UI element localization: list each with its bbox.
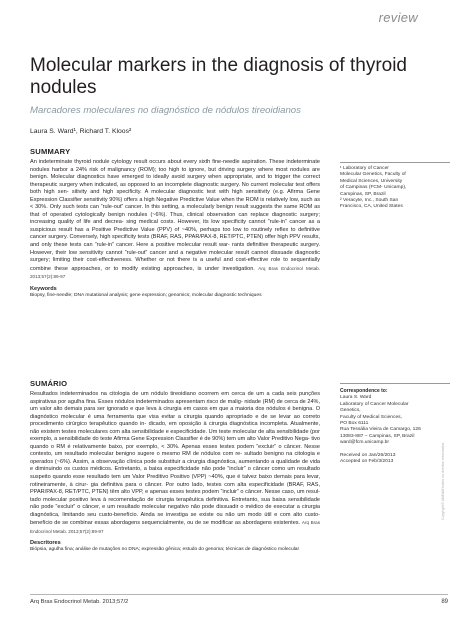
- body-line: com alta sensibilidade e especificidade. Um teste molecular de alta sensibilidade (por exemplo, a: [30, 428, 320, 443]
- body-line: has a Positive Predictive Value (PPV) of ~40%, perhaps too low to routinely reflex to definitive: [74, 226, 320, 233]
- body-line: sensibilidade do teste Afirma Gene Expression Classifier é de 90%) tem um alto Valor Preditivo Nega-: [58, 436, 310, 443]
- affiliation-line: of Campinas (FCM- Unicamp),: [340, 185, 407, 191]
- body-line: um Valor Preditivo Positivo (VPP) ~40%, que é talvez baixo demais para levar, rotineiramente, à cirur-: [30, 474, 320, 488]
- section-tag: review: [378, 10, 418, 25]
- affiliation-line: ¹ Laboratory of Cancer: [340, 166, 389, 171]
- keywords-heading: Keywords: [30, 285, 57, 292]
- body-line: Resultados indeterminados na citologia de um nódulo tireoidiano ocorrem em cerca de um a cada: [30, 391, 285, 397]
- body-line: sultado benigno na citologia e operados (~6%). Assim, a observação clínica pode substituir a cirurgia: [30, 451, 321, 465]
- article-subtitle: Marcadores moleculares no diagnóstico de nódulos tireoidianos: [30, 105, 301, 116]
- sumario-heading: SUMÁRIO: [30, 379, 68, 388]
- keywords-text: Biopsy, fine-needle; DNA mutational analysis; gene expression; genomics; molecular diagnostic techniques: [30, 292, 262, 298]
- body-line: high PPV results, and only these tests can “rule-in” cancer. Here a positive molecular result war-: [30, 234, 320, 249]
- body-line: tado molecular positivo leva à recomendação de cirurgia terapêutica definitiva. Entretanto, sua baixa: [30, 496, 286, 503]
- correspondence-email-link[interactable]: ward@fcm.unicamp.br: [340, 440, 389, 446]
- correspondence-line: PO Box 6111: [340, 421, 369, 427]
- body-line: o câncer. Nesse contexto, um resultado molecular benigno sugere o mesmo RM de nódulos com re-: [30, 443, 320, 458]
- summary-heading: SUMMARY: [30, 147, 71, 156]
- body-line: An indeterminate thyroid nodule cytology result occurs about every sixth fine-needle aspiration.: [30, 159, 268, 165]
- page-number: 89: [441, 599, 448, 605]
- correspondence: [340, 388, 450, 465]
- correspondence-line: Rua Tessália Vieira de Camargo, 126: [340, 427, 421, 433]
- affiliations: [340, 166, 450, 211]
- authors: Laura S. Ward¹, Richard T. Kloos²: [30, 128, 132, 135]
- correspondence-line: Laboratory of Cancer Molecular: [340, 401, 409, 407]
- body-line: ou de se modificar as abordagens existentes.: [187, 520, 301, 527]
- body-line: These indeterminate nodules harbor a 24% risk of malignancy (ROM); too high to ignore, but: [30, 159, 320, 173]
- body-line: gia definitiva para o câncer. Por outro lado, testes com alta especificidade (BRAF, RAS, PPAR/PAX-8,: [30, 481, 320, 496]
- body-line: Expression Classifier sensitivity 90%) offers a high Negative Predictive Value when the ROM is: [30, 196, 265, 203]
- descritores-text: Biópsia, agulha fina; análise de mutações no DNA; expressão gênica; estudo do genoma; técnicas de diagnóstico molecular: [30, 547, 300, 553]
- body-line: a negative molecular result cannot dissuade diagnostic surgery; limiting their cost-effectiveness.: [30, 249, 320, 264]
- title-block: [30, 55, 410, 116]
- citation: Arq Bras Endocrinol Metab. 2013;57(2):89-97: [30, 265, 320, 280]
- correspondence-heading: Correspondence to:: [340, 388, 388, 394]
- body-line: diagnóstica, aumentando a qualidade de vida e diminuindo os custos médicos. Entretanto, a baixa: [30, 458, 321, 473]
- affiliation-line: ² Veracyte, Inc., South San: [340, 198, 399, 204]
- affiliation-line: Molecular Genetics, Faculty of: [340, 172, 406, 178]
- body-line: cancer surgery. Conversely, high specificity tests (BRAF, RAS, PPAR/PAX-8, RET/PTC, PTEN) offer: [30, 234, 276, 241]
- body-line: Whether or not there is a useful and cost-effective role to sequentially combine these approaches,: [30, 257, 321, 272]
- correspondence-line: Laura S. Ward: [340, 395, 372, 401]
- body-line: driving surgery where most nodules are benign. Molecular diagnostics have emerged to ideally: [30, 166, 320, 181]
- citation: Arq Bras Endocrinol Metab. 2013;57(2):89-97: [30, 520, 321, 534]
- body-line: rants definitive therapeutic surgery. However, their low sensitivity cannot “rule-out” cancer and: [30, 242, 320, 256]
- body-line: cirurgia quando apropriado e de se levar ao correto procedimento cirúrgico terapêutico quando in-: [30, 413, 320, 428]
- body-line: sing medical costs. However, its low specificity cannot “rule-in” cancer as a suspicious result: [30, 219, 320, 233]
- body-line: as opposed to an incomplete diagnostic surgery. No current molecular test offers both high sen-: [30, 181, 320, 196]
- body-line: or to modify existing approaches, is under investigation.: [105, 265, 255, 272]
- accepted-date: Accepted on Feb/3/2013: [340, 459, 394, 465]
- descritores-heading: Descritores: [30, 540, 61, 547]
- body-line: dicado, em oposição à cirurgia diagnóstica incompleta. Atualmente, não existem testes moleculares: [30, 421, 321, 435]
- affiliation-line: Francisco, CA, United States: [340, 204, 403, 210]
- sumario-body: [30, 391, 320, 536]
- footer-divider: [30, 594, 448, 595]
- copyright-notice: Copyright© ABE&M todos os direitos reservados.: [441, 441, 445, 520]
- body-line: relatively low, such as < 30%. Only such tests can “rule-out” cancer. In this setting, a molecularly: [30, 196, 321, 211]
- body-line: sitivity and high specificity. A molecular diagnostic test with high sensitivity (e.g. Afirma Gene: [71, 189, 321, 196]
- affiliation-line: Medical Sciences, University: [340, 178, 403, 184]
- body-line: nidade (RM) de cerca de 24%, um valor alto demais para ser ignorado e que leva à cirurgia em casos: [30, 398, 321, 413]
- body-line: Thus, clinical observation can replace diagnostic surgery; increasing quality of life and decrea-: [30, 211, 320, 226]
- body-line: tivo quando o RM é relativamente baixo, por exemplo, < 30%. Apenas esses testes podem “excluir”: [30, 436, 320, 450]
- correspondence-line: Genetics,: [340, 408, 361, 414]
- body-line: sensibilidade não pode “excluir” o câncer, e um resultado molecular negativo não pode dissuadir o: [30, 496, 321, 511]
- body-line: ou não um modo útil e com alto custo-benefício de se combinar essas abordagens sequencialmente,: [30, 511, 320, 527]
- article-title: Molecular markers in the diagnosis of thyroid nodules: [30, 55, 408, 98]
- body-line: médico de executar a cirurgia diagnóstica, limitando seu custo-benefício. Ainda se investiga se existe: [30, 504, 321, 518]
- sidebar-divider: [340, 162, 450, 163]
- correspondence-line: Faculty of Medical Sciences,: [340, 414, 402, 420]
- correspondence-line: 13083-887 – Campinas, SP, Brazil: [340, 433, 415, 439]
- summary-body: [30, 159, 320, 282]
- body-line: especificidade não pode “incluir” o câncer como um resultado suspeito quando esse resultado tem: [30, 466, 320, 481]
- sidebar-divider: [340, 383, 450, 384]
- body-line: em que a maioria dos nódulos é benigna. O diagnóstico molecular é uma ferramenta que visa evitar a: [30, 406, 321, 420]
- body-line: avoid surgery when appropriate, and to trigger the correct therapeutic surgery when indicated,: [30, 174, 321, 188]
- body-line: seis punções aspirativas por agulha fina. Esses nódulos indeterminados apresentam risco de malig-: [30, 391, 320, 405]
- body-line: benign result suggests the same ROM as that of operated cytologically benign nodules (~6%).: [30, 204, 320, 218]
- footer-journal: Arq Bras Endocrinol Metab. 2013;57/2: [30, 599, 129, 605]
- summary-section: [30, 147, 320, 299]
- affiliation-line: Campinas, SP, Brazil: [340, 191, 386, 197]
- sumario-section: [30, 379, 320, 553]
- body-line: RET/PTC, PTEN) têm alto VPP, e apenas esses testes podem “incluir” o câncer. Nesse caso, um resul-: [65, 489, 320, 496]
- received-date: Received on Jan/26/2013: [340, 452, 396, 458]
